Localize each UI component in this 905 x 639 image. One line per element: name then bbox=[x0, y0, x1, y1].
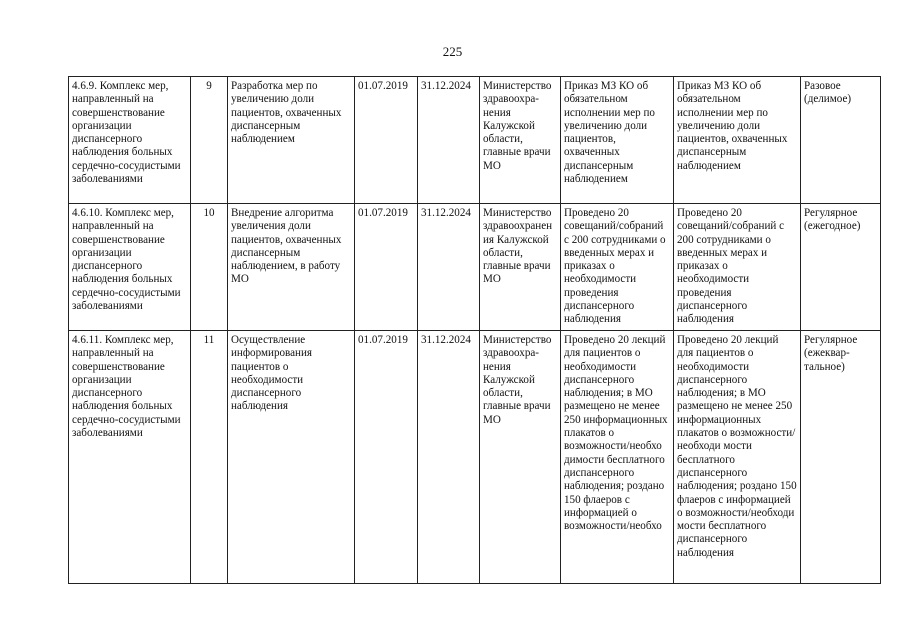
indicator-cell: Проведено 20 совещаний/собраний с 200 сотрудниками о введенных мерах и приказах о необходимости проведения диспансерного наблюдения bbox=[674, 204, 801, 331]
start-date-cell: 01.07.2019 bbox=[355, 331, 418, 584]
number-cell: 10 bbox=[191, 204, 228, 331]
measure-cell: 4.6.9. Комплекс мер, направленный на совершенствование организации диспансерного наблюдения больных сердечно-сосудистыми заболеваниями bbox=[69, 77, 191, 204]
frequency-cell: Регулярное (ежегодное) bbox=[801, 204, 881, 331]
end-date-cell: 31.12.2024 bbox=[418, 77, 480, 204]
result-cell: Проведено 20 совещаний/собраний с 200 сотрудниками о введенных мерах и приказах о необходимости проведения диспансерного наблюдения bbox=[561, 204, 674, 331]
frequency-cell: Регулярное (ежеквар-тальное) bbox=[801, 331, 881, 584]
end-date-cell: 31.12.2024 bbox=[418, 204, 480, 331]
executor-cell: Министерство здравоохра-нения Калужской области, главные врачи МО bbox=[480, 331, 561, 584]
table-row bbox=[69, 77, 881, 204]
executor-cell: Министерство здравоохра-нения Калужской области, главные врачи МО bbox=[480, 77, 561, 204]
start-date-cell: 01.07.2019 bbox=[355, 204, 418, 331]
end-date-cell: 31.12.2024 bbox=[418, 331, 480, 584]
frequency-cell: Разовое (делимое) bbox=[801, 77, 881, 204]
table-row bbox=[69, 331, 881, 584]
indicator-cell: Приказ МЗ КО об обязательном исполнении мер по увеличению доли пациентов, охваченных диспансерным наблюдением bbox=[674, 77, 801, 204]
start-date-cell: 01.07.2019 bbox=[355, 77, 418, 204]
measure-cell: 4.6.11. Комплекс мер, направленный на совершенствование организации диспансерного наблюдения больных сердечно-сосудистыми заболеваниями bbox=[69, 331, 191, 584]
indicator-cell: Проведено 20 лекций для пациентов о необходимости диспансерного наблюдения; в МО размещено не менее 250 информационных плакатов о возможности/необходи мости бесплатного диспансерного наблюдения; роздано 150 флаеров с информацией о возможности/необходи мости бесплатного диспансерного наблюдения bbox=[674, 331, 801, 584]
number-cell: 11 bbox=[191, 331, 228, 584]
page-number: 225 bbox=[442, 44, 463, 59]
table-row bbox=[69, 204, 881, 331]
activity-cell: Разработка мер по увеличению доли пациентов, охваченных диспансерным наблюдением bbox=[228, 77, 355, 204]
result-cell: Проведено 20 лекций для пациентов о необходимости диспансерного наблюдения; в МО размещено не менее 250 информационных плакатов о возможности/необхо димости бесплатного диспансерного наблюдения; роздано 150 флаеров с информацией о возможности/необхо bbox=[561, 331, 674, 584]
activity-cell: Внедрение алгоритма увеличения доли пациентов, охваченных диспансерным наблюдением, в работу МО bbox=[228, 204, 355, 331]
result-cell: Приказ МЗ КО об обязательном исполнении мер по увеличению доли пациентов, охваченных диспансерным наблюдением bbox=[561, 77, 674, 204]
number-cell: 9 bbox=[191, 77, 228, 204]
measure-cell: 4.6.10. Комплекс мер, направленный на совершенствование организации диспансерного наблюдения больных сердечно-сосудистыми заболеваниями bbox=[69, 204, 191, 331]
executor-cell: Министерство здравоохранения Калужской области, главные врачи МО bbox=[480, 204, 561, 331]
activity-cell: Осуществление информирования пациентов о необходимости диспансерного наблюдения bbox=[228, 331, 355, 584]
measures-table bbox=[68, 76, 881, 584]
